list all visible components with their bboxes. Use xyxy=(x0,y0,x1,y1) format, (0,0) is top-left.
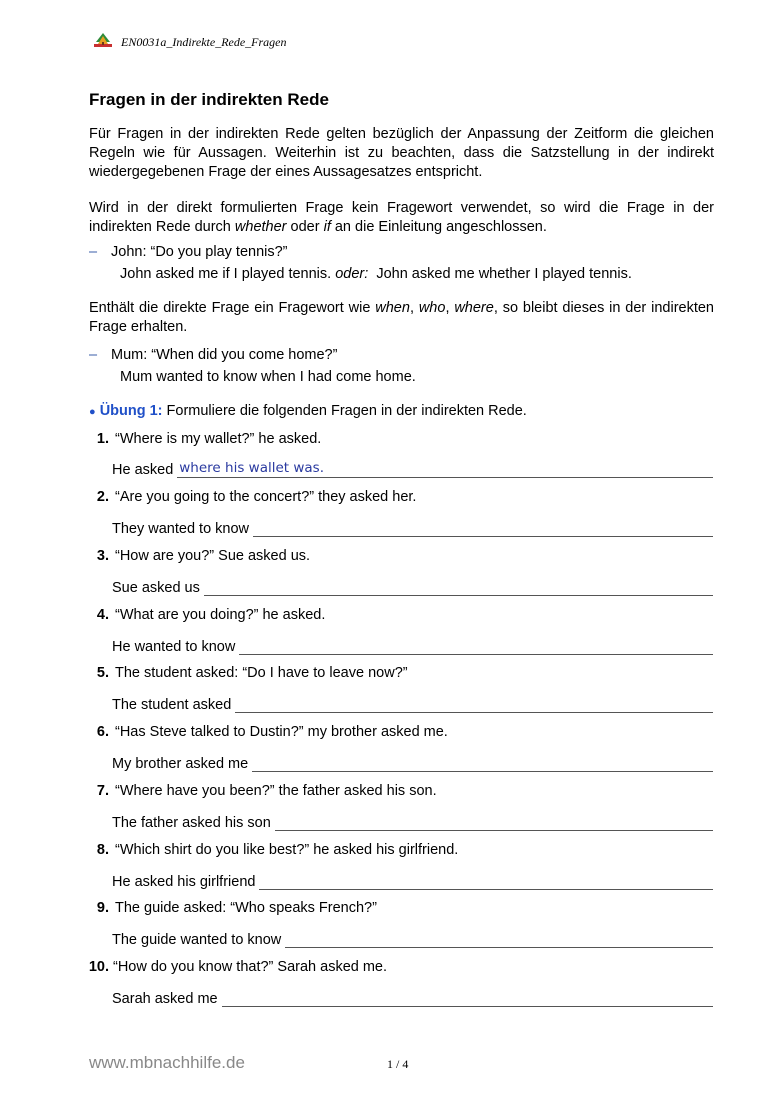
question-number: 2. xyxy=(96,489,109,505)
answer-field[interactable] xyxy=(239,636,713,655)
answer-row xyxy=(112,988,713,1007)
question-item xyxy=(89,548,310,564)
example-1-indirect-b: John asked me whether I played tennis. xyxy=(368,266,632,282)
answer-row xyxy=(112,694,713,713)
answer-row xyxy=(112,577,713,596)
answer-prompt: My brother asked me xyxy=(112,756,249,772)
example-1-direct-text: John: “Do you play tennis?” xyxy=(111,244,288,260)
answer-prompt: He asked xyxy=(112,462,174,478)
answer-prompt: He asked his girlfriend xyxy=(112,874,256,890)
answer-prompt: The father asked his son xyxy=(112,815,271,831)
keyword-when: when xyxy=(375,300,410,316)
question-text: The student asked: “Do I have to leave now?” xyxy=(115,665,408,681)
answer-prompt: They wanted to know xyxy=(112,521,250,537)
footer-website-link[interactable]: www.mbnachhilfe.de xyxy=(89,1053,245,1072)
question-text: “How do you know that?” Sarah asked me. xyxy=(113,959,388,975)
answer-field[interactable] xyxy=(259,871,713,890)
question-number: 3. xyxy=(96,548,109,564)
text-segment: an die Einleitung angeschlossen. xyxy=(330,219,547,235)
answer-field[interactable] xyxy=(235,694,713,713)
answer-field[interactable] xyxy=(285,929,713,948)
keyword-where: where xyxy=(454,300,494,316)
question-text: “Which shirt do you like best?” he asked his girlfriend. xyxy=(115,842,459,858)
tree-logo-icon xyxy=(93,32,113,53)
question-number: 5. xyxy=(96,665,109,681)
text-segment: Wird in der direkt formulierten Frage kein Fragewort verwendet, so wird die Frage in der indirekten Rede durch xyxy=(89,200,714,235)
keyword-whether: whether xyxy=(234,219,287,235)
question-number: 10. xyxy=(88,959,109,975)
question-item xyxy=(89,489,416,505)
example-2-direct xyxy=(89,346,337,365)
rule-paragraph-whether-if xyxy=(89,199,714,237)
question-number: 8. xyxy=(96,842,109,858)
oder-label: oder: xyxy=(335,266,369,282)
keyword-if: if xyxy=(323,219,331,235)
example-1-indirect xyxy=(120,265,632,284)
text-segment: , so bleibt dieses in der indirekten Frage erhalten. xyxy=(89,300,714,335)
question-item xyxy=(89,959,387,975)
bullet-icon: ● xyxy=(89,406,96,418)
answer-row xyxy=(112,812,713,831)
answer-row xyxy=(112,929,713,948)
handwritten-answer: where his wallet was. xyxy=(179,460,324,476)
page-title: Fragen in der indirekten Rede xyxy=(89,90,329,109)
intro-paragraph: Für Fragen in der indirekten Rede gelten bezüglich der Anpassung der Zeitform die gleichen Regeln wie für Aussagen. Weiterhin ist zu beachten, dass die Satzstellung in der indirekt wiedergegebenen Frage der eines Aussagesatzes entspricht. xyxy=(89,126,714,180)
dash-bullet: – xyxy=(89,347,98,363)
text-segment: Enthält die direkte Frage ein Fragewort wie xyxy=(89,300,376,316)
question-text: The guide asked: “Who speaks French?” xyxy=(115,900,377,916)
answer-field[interactable] xyxy=(275,812,713,831)
answer-field[interactable] xyxy=(253,518,713,537)
exercise-heading xyxy=(89,403,527,419)
answer-row xyxy=(112,636,713,655)
answer-prompt: The guide wanted to know xyxy=(112,932,282,948)
example-1-indirect-a: John asked me if I played tennis. xyxy=(120,266,336,282)
question-number: 4. xyxy=(96,607,109,623)
answer-prompt: He wanted to know xyxy=(112,639,236,655)
dash-bullet: – xyxy=(89,244,98,260)
rule-paragraph-question-words xyxy=(89,299,714,337)
exercise-label: Übung 1: xyxy=(99,403,163,419)
question-text: “Where have you been?” the father asked his son. xyxy=(115,783,437,799)
answer-prompt: The student asked xyxy=(112,697,232,713)
document-id: EN0031a_Indirekte_Rede_Fragen xyxy=(121,34,287,49)
text-segment: , xyxy=(409,300,419,316)
question-number: 6. xyxy=(96,724,109,740)
answer-row xyxy=(112,518,713,537)
answer-field[interactable] xyxy=(177,459,713,478)
question-text: “What are you doing?” he asked. xyxy=(115,607,326,623)
page-number: 1 / 4 xyxy=(387,1057,409,1071)
example-2-direct-text: Mum: “When did you come home?” xyxy=(111,347,338,363)
question-item xyxy=(89,431,321,447)
example-2-indirect: Mum wanted to know when I had come home. xyxy=(120,369,416,385)
answer-prompt: Sue asked us xyxy=(112,580,200,596)
answer-prompt: Sarah asked me xyxy=(112,991,218,1007)
question-item xyxy=(89,724,448,740)
question-text: “How are you?” Sue asked us. xyxy=(115,548,311,564)
question-item xyxy=(89,900,377,916)
keyword-who: who xyxy=(418,300,446,316)
text-segment: , xyxy=(445,300,455,316)
answer-row xyxy=(112,871,713,890)
answer-field[interactable] xyxy=(252,753,713,772)
answer-field[interactable] xyxy=(204,577,713,596)
answer-row xyxy=(112,459,713,478)
text-segment: oder xyxy=(286,219,324,235)
question-item xyxy=(89,783,437,799)
question-text: “Are you going to the concert?” they asked her. xyxy=(115,489,417,505)
question-number: 9. xyxy=(96,900,109,916)
exercise-instruction: Formuliere die folgenden Fragen in der indirekten Rede. xyxy=(162,403,527,419)
answer-row xyxy=(112,753,713,772)
page-header xyxy=(93,33,287,51)
question-number: 7. xyxy=(96,783,109,799)
question-text: “Has Steve talked to Dustin?” my brother asked me. xyxy=(115,724,448,740)
question-item xyxy=(89,607,325,623)
question-number: 1. xyxy=(96,431,109,447)
question-text: “Where is my wallet?” he asked. xyxy=(115,431,322,447)
example-1-direct xyxy=(89,243,288,262)
question-item xyxy=(89,665,408,681)
question-item xyxy=(89,842,458,858)
answer-field[interactable] xyxy=(222,988,713,1007)
